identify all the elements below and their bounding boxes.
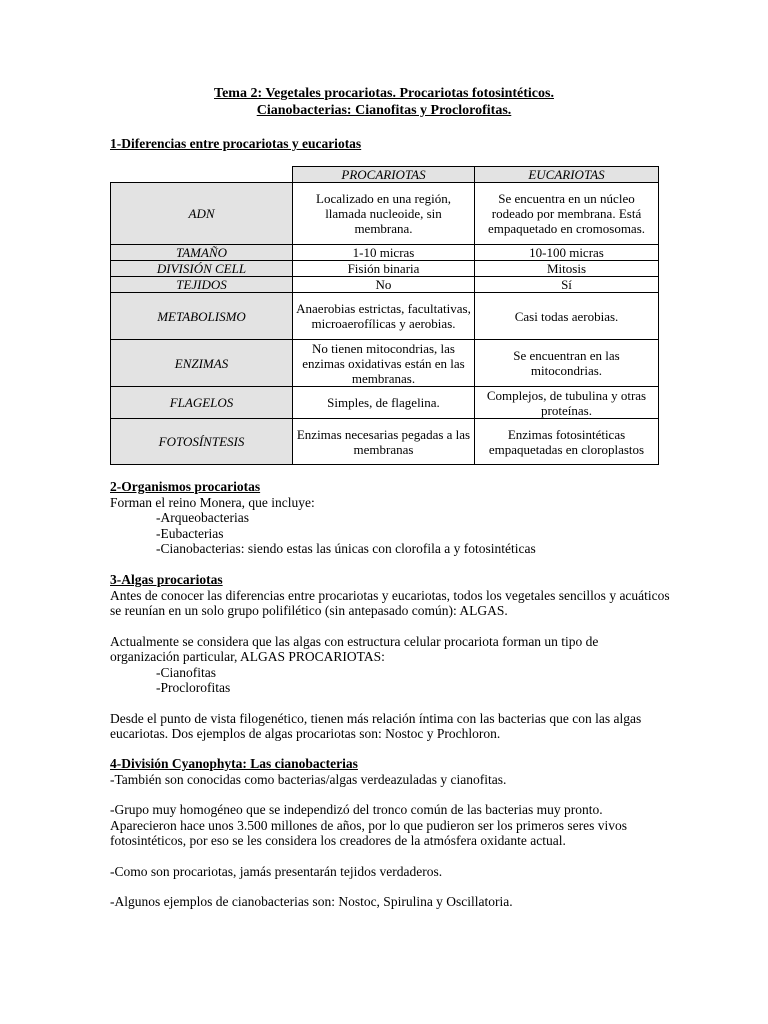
cell-eucariotas: Sí	[475, 277, 659, 293]
section-4-heading: 4-División Cyanophyta: Las cianobacterias	[110, 756, 358, 771]
table-row	[111, 277, 659, 293]
cell-eucariotas: Casi todas aerobias.	[475, 293, 659, 340]
cell-procariotas: Enzimas necesarias pegadas a las membranas	[293, 419, 475, 465]
table-row	[111, 261, 659, 277]
comparison-table	[110, 166, 659, 465]
cell-procariotas: Localizado en una región, llamada nucleoide, sin membrana.	[293, 183, 475, 245]
cell-procariotas: 1-10 micras	[293, 245, 475, 261]
table-row	[111, 245, 659, 261]
row-label: FLAGELOS	[111, 387, 293, 419]
row-label: FOTOSÍNTESIS	[111, 419, 293, 465]
section-3-paragraph-1: Antes de conocer las diferencias entre procariotas y eucariotas, todos los vegetales sencillos y acuáticos se reunían en un solo grupo polifilético (sin antepasado común): ALGAS.	[110, 587, 670, 618]
table-row	[111, 183, 659, 245]
section-1-heading: 1-Diferencias entre procariotas y eucariotas	[110, 136, 362, 151]
row-label: ENZIMAS	[111, 340, 293, 387]
list-item: -Arqueobacterias	[156, 510, 249, 525]
cell-procariotas: No tienen mitocondrias, las enzimas oxidativas están en las membranas.	[293, 340, 475, 387]
table-row	[111, 387, 659, 419]
list-item: -Cianobacterias: siendo estas las únicas con clorofila a y fotosintéticas	[156, 541, 536, 556]
title-line-1: Tema 2: Vegetales procariotas. Procariotas fotosintéticos.	[214, 86, 554, 101]
section-1-heading-block	[110, 136, 670, 152]
section-3	[110, 572, 670, 742]
cell-eucariotas: 10-100 micras	[475, 245, 659, 261]
list-item: -Eubacterias	[156, 525, 224, 541]
section-4	[110, 756, 670, 910]
table-row	[111, 419, 659, 465]
cell-eucariotas: Mitosis	[475, 261, 659, 277]
table-row	[111, 340, 659, 387]
section-4-paragraph-3: -Como son procariotas, jamás presentarán tejidos verdaderos.	[110, 863, 443, 879]
header-procariotas: PROCARIOTAS	[293, 167, 475, 183]
table-row	[111, 293, 659, 340]
cell-procariotas: No	[293, 277, 475, 293]
document-title	[0, 85, 768, 119]
section-2-heading: 2-Organismos procariotas	[110, 479, 261, 494]
section-2-intro: Forman el reino Monera, que incluye:	[110, 494, 315, 510]
list-item: -Cianofitas	[156, 664, 216, 680]
cell-eucariotas: Se encuentran en las mitocondrias.	[475, 340, 659, 387]
row-label: TEJIDOS	[111, 277, 293, 293]
cell-eucariotas: Se encuentra en un núcleo rodeado por membrana. Está empaquetado en cromosomas.	[475, 183, 659, 245]
row-label: TAMAÑO	[111, 245, 293, 261]
row-label: DIVISIÓN CELL	[111, 261, 293, 277]
row-label: ADN	[111, 183, 293, 245]
section-2	[110, 479, 670, 557]
cell-eucariotas: Complejos, de tubulina y otras proteínas.	[475, 387, 659, 419]
section-3-paragraph-2: Actualmente se considera que las algas con estructura celular procariota forman un tipo de organización particular, ALGAS PROCARIOTAS:	[110, 633, 599, 664]
table-header-row	[111, 167, 659, 183]
section-3-paragraph-3: Desde el punto de vista filogenético, tienen más relación íntima con las bacterias que con las algas eucariotas. Dos ejemplos de algas procariotas son: Nostoc y Prochloron.	[110, 710, 642, 741]
cell-procariotas: Anaerobias estrictas, facultativas, microaerofílicas y aerobias.	[293, 293, 475, 340]
table-corner	[111, 167, 293, 183]
title-line-2: Cianobacterias: Cianofitas y Proclorofitas.	[256, 103, 512, 118]
section-4-paragraph-2: -Grupo muy homogéneo que se independizó del tronco común de las bacterias muy pronto. Aparecieron hace unos 3.500 millones de años, por lo que pudieron ser los primeros seres vivos fotosintéticos, por eso se les considera los creadores de la atmósfera oxidante actual.	[110, 802, 628, 848]
cell-eucariotas: Enzimas fotosintéticas empaquetadas en cloroplastos	[475, 419, 659, 465]
cell-procariotas: Fisión binaria	[293, 261, 475, 277]
list-item: -Proclorofitas	[156, 680, 231, 695]
section-4-paragraph-1: -También son conocidas como bacterias/algas verdeazuladas y cianofitas.	[110, 771, 507, 787]
header-eucariotas: EUCARIOTAS	[475, 167, 659, 183]
cell-procariotas: Simples, de flagelina.	[293, 387, 475, 419]
section-3-heading: 3-Algas procariotas	[110, 572, 223, 587]
row-label: METABOLISMO	[111, 293, 293, 340]
section-4-paragraph-4: -Algunos ejemplos de cianobacterias son: Nostoc, Spirulina y Oscillatoria.	[110, 894, 513, 909]
